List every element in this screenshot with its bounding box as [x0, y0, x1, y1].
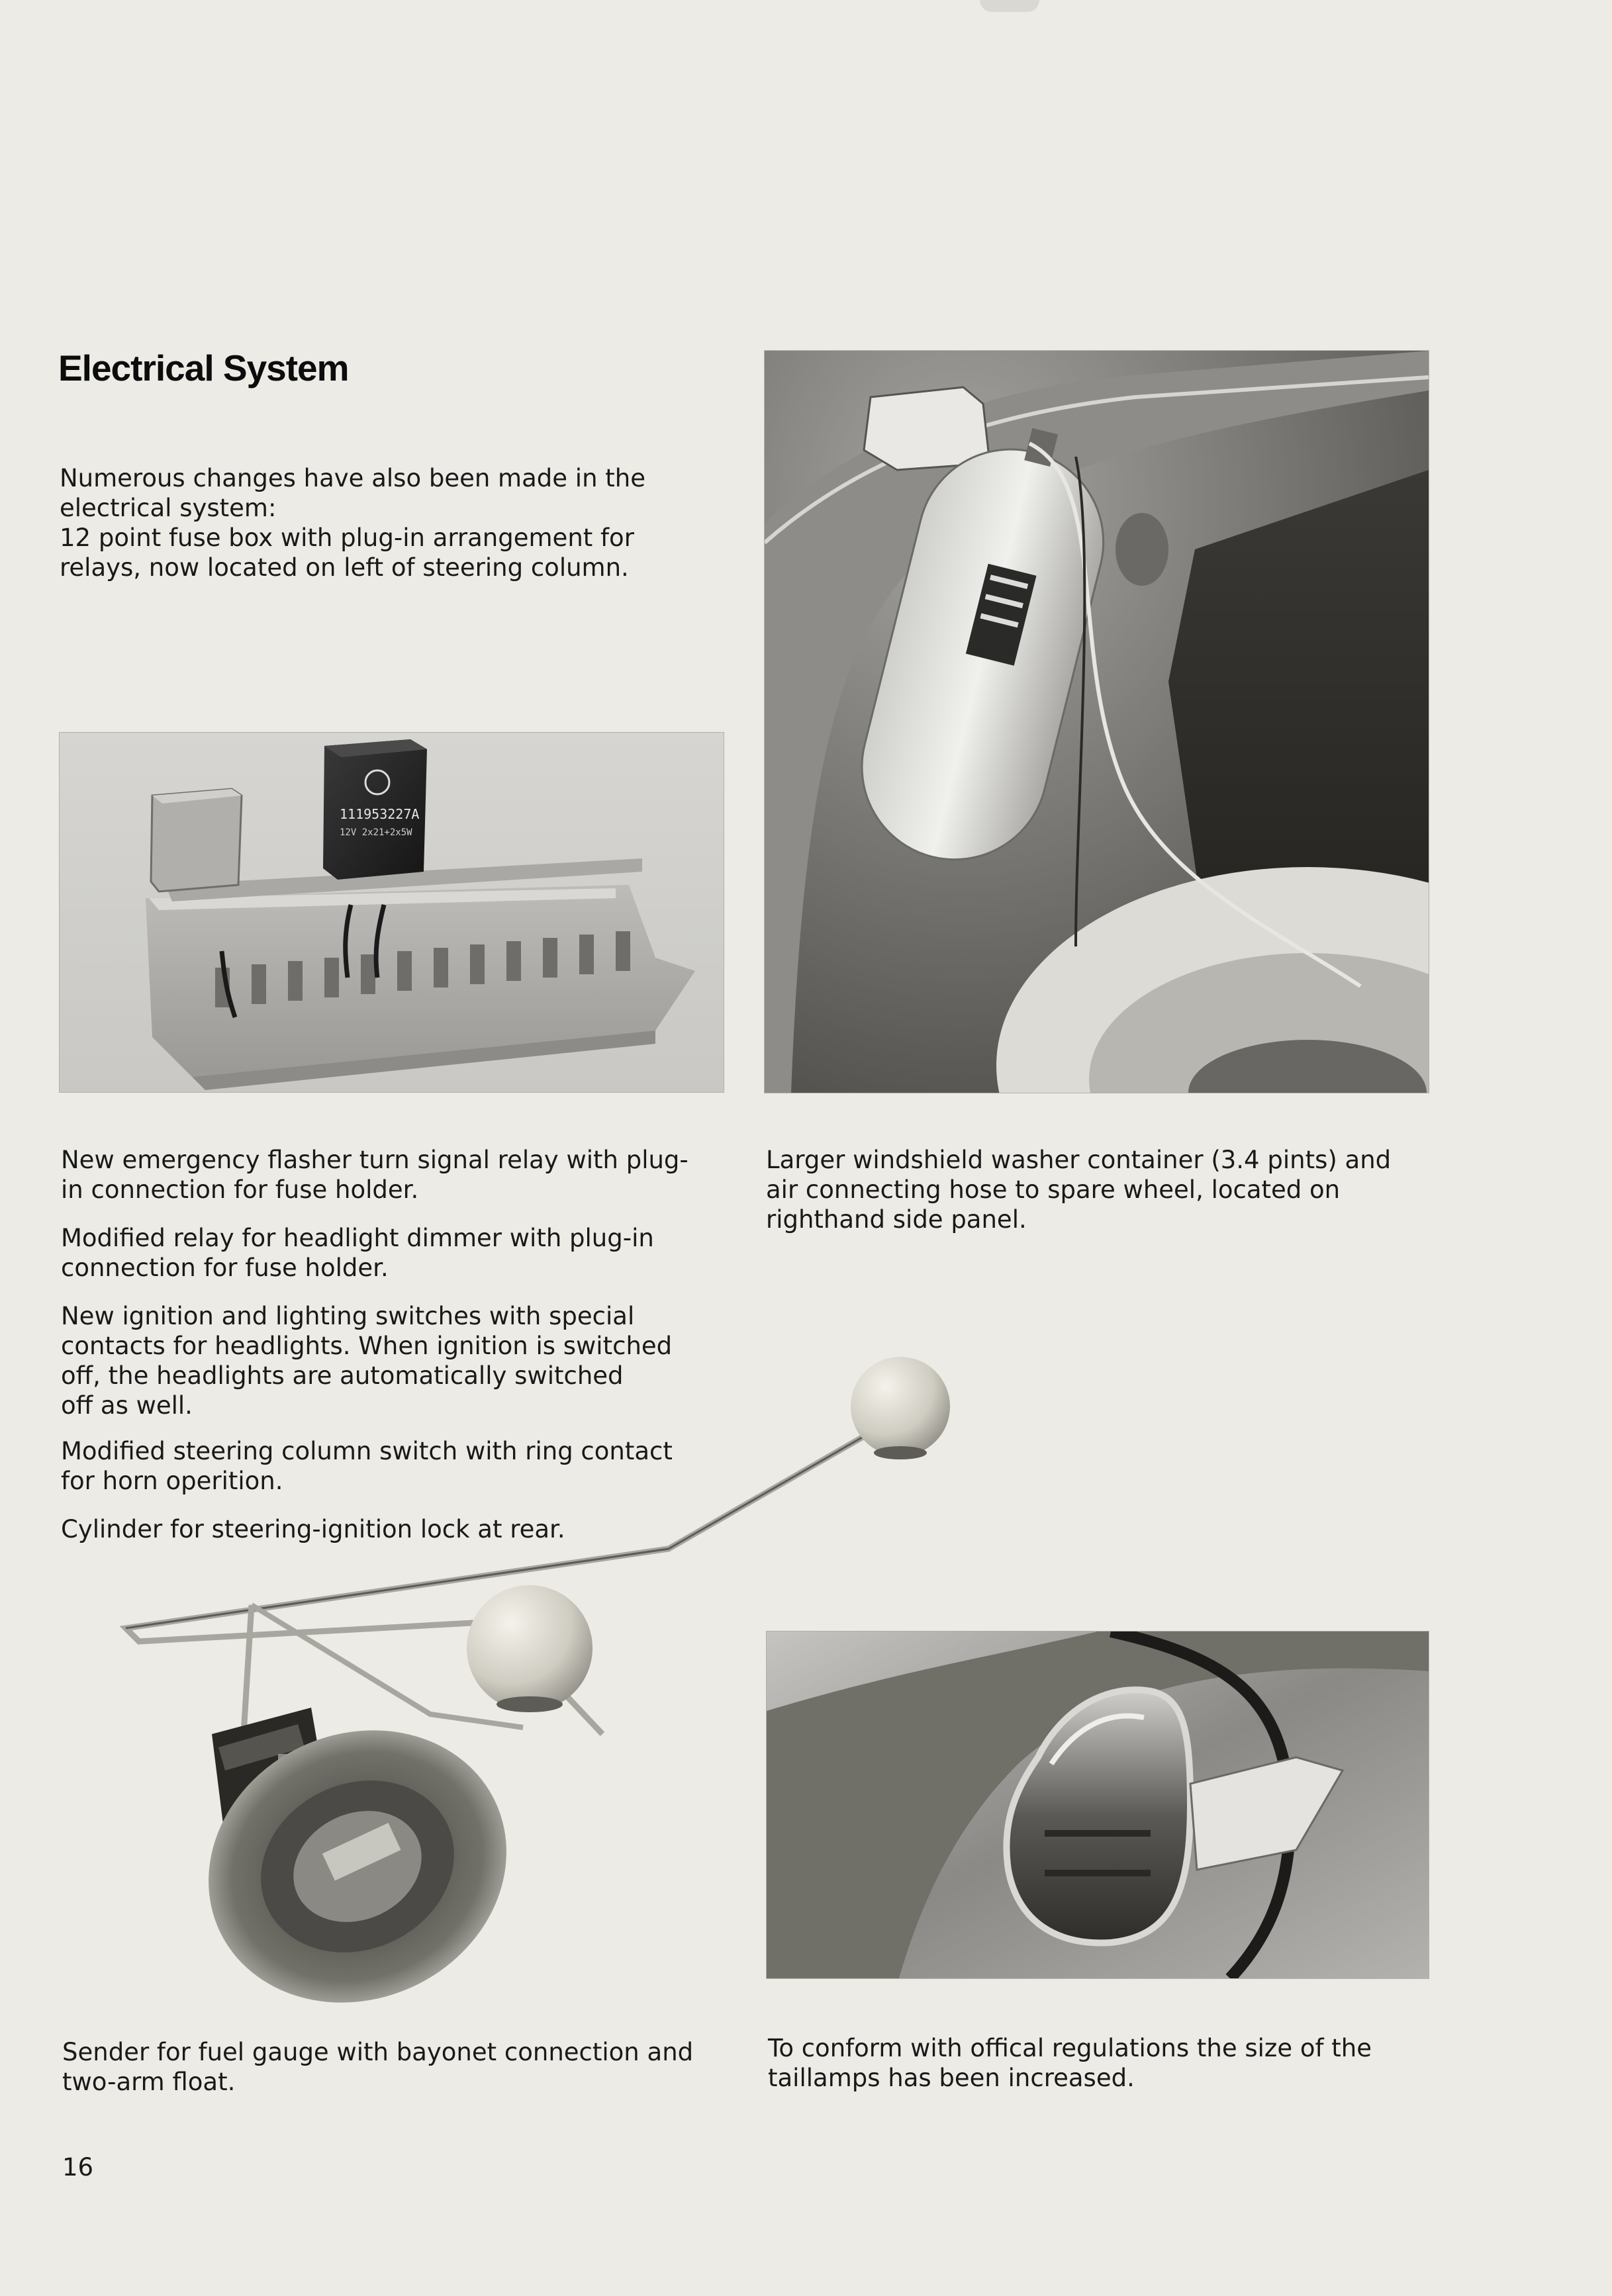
relay-item-line: off, the headlights are automatically switched	[61, 1361, 624, 1390]
page-number: 16	[62, 2153, 94, 2181]
intro-line: electrical system:	[60, 494, 277, 522]
taillamp-photo	[767, 1631, 1429, 1978]
relay-item-line: New emergency flasher turn signal relay with plug-	[61, 1146, 688, 1174]
relay-item-line: in connection for fuse holder.	[61, 1175, 419, 1204]
fuse-box-photo	[60, 733, 724, 1092]
relay-part-number: 111953227A	[340, 806, 420, 822]
relay-item-line: off as well.	[61, 1391, 193, 1420]
relay-spec: 12V 2x21+2x5W	[340, 827, 412, 838]
sender-caption-line: Sender for fuel gauge with bayonet connection and	[62, 2038, 694, 2066]
taillamp-caption-line: taillamps has been increased.	[768, 2064, 1135, 2092]
relay-item-line: for horn operition.	[61, 1467, 283, 1495]
relay-item-line: Modified steering column switch with ring contact	[61, 1437, 673, 1465]
relay-item-line: Cylinder for steering-ignition lock at rear.	[61, 1515, 565, 1543]
washer-container-photo	[765, 351, 1429, 1093]
washer-caption-line: air connecting hose to spare wheel, located on	[766, 1175, 1341, 1204]
sender-caption-line: two-arm float.	[62, 2068, 236, 2096]
relay-item-line: New ignition and lighting switches with special	[61, 1302, 635, 1330]
relay-item-line: Modified relay for headlight dimmer with plug-in	[61, 1224, 654, 1252]
washer-caption-line: righthand side panel.	[766, 1205, 1027, 1234]
relay-item-line: connection for fuse holder.	[61, 1254, 389, 1282]
washer-caption-line: Larger windshield washer container (3.4 pints) and	[766, 1146, 1392, 1174]
taillamp-caption-line: To conform with offical regulations the size of the	[768, 2034, 1372, 2062]
paper-mark	[980, 0, 1039, 12]
intro-line: Numerous changes have also been made in the	[60, 464, 646, 492]
relay-item-line: contacts for headlights. When ignition is switched	[61, 1332, 673, 1360]
intro-line: 12 point fuse box with plug-in arrangement for	[60, 524, 634, 552]
section-title: Electrical System	[58, 347, 349, 389]
intro-line: relays, now located on left of steering column.	[60, 553, 629, 582]
